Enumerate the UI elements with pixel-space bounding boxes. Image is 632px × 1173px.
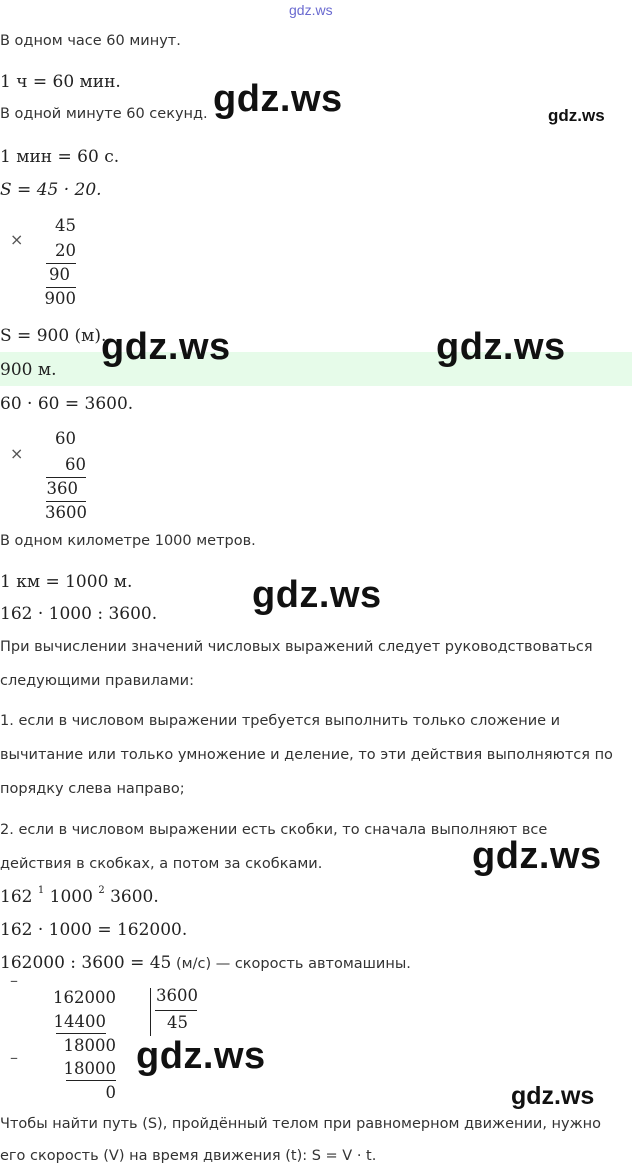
mult1-factor-a: 45 (55, 216, 76, 235)
division-bracket-horizontal (155, 1010, 197, 1011)
math-line: 162 · 1000 : 3600. (0, 604, 158, 624)
multiply-sign: × (10, 230, 24, 249)
mult1-line (46, 287, 76, 288)
site-link[interactable]: gdz.ws (289, 2, 333, 18)
text-line: При вычислении значений числовых выражений следует руководствоваться (0, 639, 593, 655)
mult2-line (46, 477, 86, 478)
watermark-logo: gdz.ws (548, 106, 605, 125)
division-divisor: 3600 (156, 986, 198, 1005)
math-line: 60 · 60 = 3600. (0, 394, 134, 414)
math-line: 1 км = 1000 м. (0, 572, 133, 592)
division-dividend: 162000 (53, 988, 116, 1007)
math-line: 1 ч = 60 мин. (0, 72, 121, 92)
mult1-result: 900 (44, 289, 76, 308)
text-line: следующими правилами: (0, 673, 194, 689)
division-rem1: 18000 (63, 1036, 116, 1055)
answer-line: 900 м. (0, 360, 57, 380)
mult1-line (46, 263, 76, 264)
minus-sign: – (10, 971, 18, 990)
division-rem2: 0 (105, 1083, 116, 1102)
mult2-factor-a: 60 (55, 429, 76, 448)
mult1-partial: 90 (49, 265, 70, 284)
division-line (66, 1080, 116, 1081)
math-line: S = 900 (м). (0, 326, 107, 346)
watermark-logo: gdz.ws (136, 1035, 266, 1077)
division-bracket-vertical (150, 988, 151, 1036)
speed-line: 162000 : 3600 = 45 (м/с) — скорость автомашины. (0, 953, 411, 973)
division-sub2: 18000 (63, 1059, 116, 1078)
text-line: 1. если в числовом выражении требуется выполнить только сложение и (0, 713, 561, 729)
math-line: S = 45 · 20. (0, 180, 102, 200)
division-sub1: 14400 (53, 1012, 106, 1031)
watermark-logo: gdz.ws (101, 326, 231, 368)
text-line: В одном часе 60 минут. (0, 33, 181, 49)
division-line (56, 1033, 106, 1034)
text-line: В одном километре 1000 метров. (0, 533, 256, 549)
order-of-operations-line: 162 $^1$ 1000 $^2$ 3600. (0, 885, 159, 907)
text-line: Чтобы найти путь (S), пройдённый телом при равномерном движении, нужно (0, 1116, 602, 1132)
mult2-partial: 360 (46, 479, 78, 498)
watermark-logo: gdz.ws (436, 326, 566, 368)
watermark-logo: gdz.ws (511, 1082, 595, 1110)
mult2-line (46, 501, 86, 502)
text-line: порядку слева направо; (0, 781, 185, 797)
division-quotient: 45 (167, 1013, 188, 1032)
text-line: вычитание или только умножение и деление, то эти действия выполняются по (0, 747, 613, 763)
text-line: 2. если в числовом выражении есть скобки, то сначала выполняют все (0, 822, 548, 838)
math-line: 162 · 1000 = 162000. (0, 920, 188, 940)
text-line: действия в скобках, а потом за скобками. (0, 856, 323, 872)
text-line: В одной минуте 60 секунд. (0, 106, 208, 122)
multiply-sign: × (10, 444, 24, 463)
mult1-factor-b: 20 (55, 241, 76, 260)
math-line: 1 мин = 60 с. (0, 147, 120, 167)
minus-sign: – (10, 1048, 18, 1067)
mult2-result: 3600 (45, 503, 87, 522)
watermark-logo: gdz.ws (472, 835, 602, 877)
watermark-logo: gdz.ws (213, 78, 343, 120)
watermark-logo: gdz.ws (252, 574, 382, 616)
mult2-factor-b: 60 (65, 455, 86, 474)
text-line: его скорость (V) на время движения (t): S = V · t. (0, 1148, 377, 1164)
